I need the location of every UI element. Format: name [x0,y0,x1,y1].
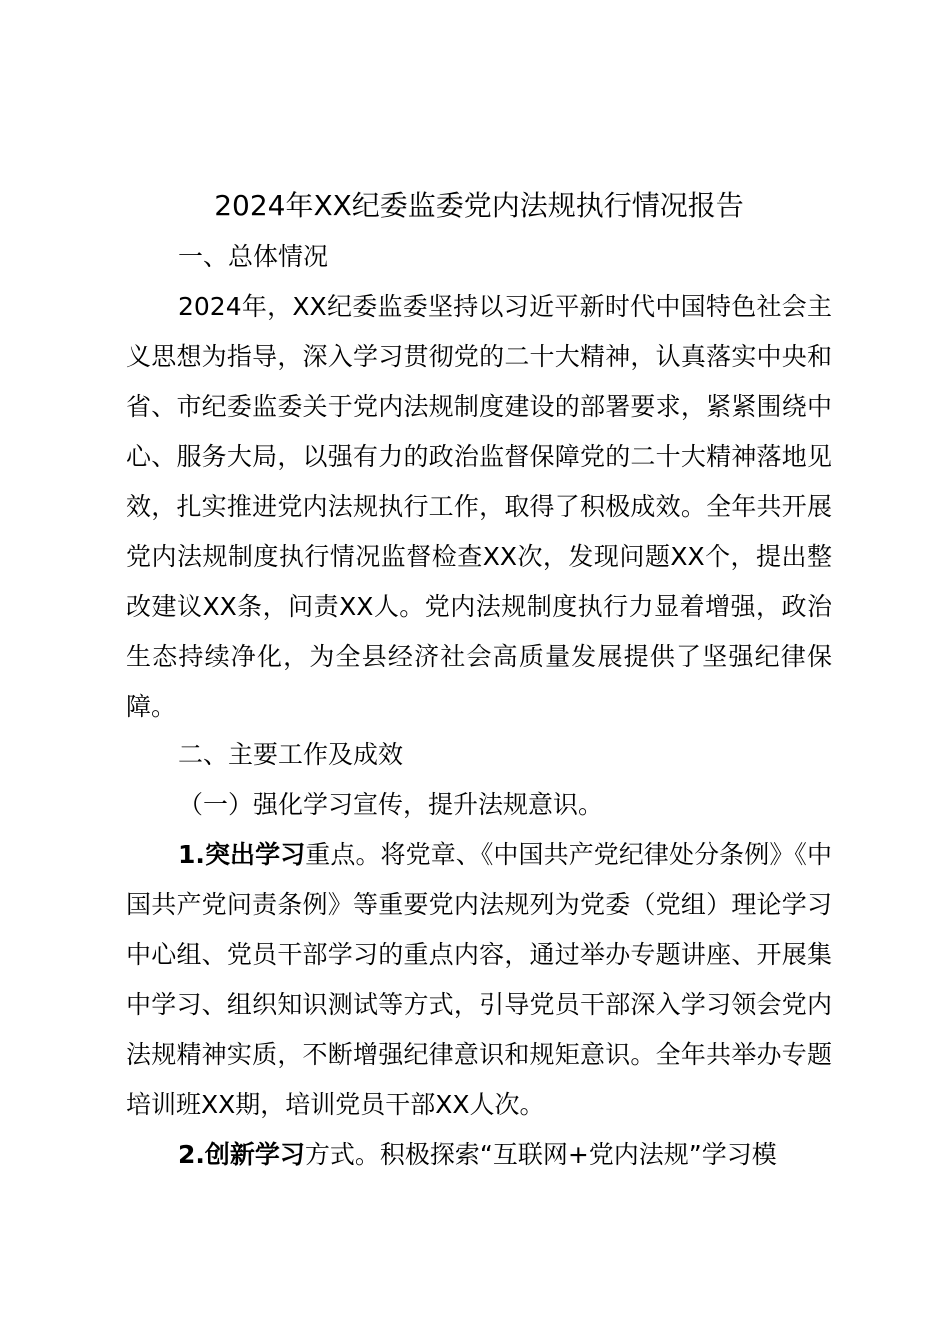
item-2-lead: 2.创新学习 [178,1140,305,1169]
item-1-text: 重点。将党章、《中国共产党纪律处分条例》《中国共产党问责条例》等重要党内法规列为党委（党组）理论学习中心组、党员干部学习的重点内容，通过举办专题讲座、开展集中学习、组织知识测试等方式，引导党员干部深入学习领会党内法规精神实质，不断增强纪律意识和规矩意识。全年共举办专题培训班XX期，培训党员干部XX人次。 [126,840,832,1119]
section-heading-1: 一、总体情况 [178,242,329,271]
paragraph-item-2 [126,1130,832,1180]
document-title: 2024年XX纪委监委党内法规执行情况报告 [214,189,744,222]
subsection-heading-1: （一）强化学习宣传，提升法规意识。 [178,790,604,819]
paragraph-overview: 2024年，XX纪委监委坚持以习近平新时代中国特色社会主义思想为指导，深入学习贯彻党的二十大精神，认真落实中央和省、市纪委监委关于党内法规制度建设的部署要求，紧紧围绕中心、服务大局，以强有力的政治监督保障党的二十大精神落地见效，扎实推进党内法规执行工作，取得了积极成效。全年共开展党内法规制度执行情况监督检查XX次，发现问题XX个，提出整改建议XX条，问责XX人。党内法规制度执行力显着增强，政治生态持续净化，为全县经济社会高质量发展提供了坚强纪律保障。 [126,292,832,721]
item-2-text: 方式。积极探索“互联网+党内法规”学习模 [304,1140,777,1169]
paragraph-item-1 [126,830,832,1130]
item-1-lead: 1.突出学习 [178,840,306,869]
document-page [126,0,832,1344]
section-heading-2: 二、主要工作及成效 [178,740,404,769]
